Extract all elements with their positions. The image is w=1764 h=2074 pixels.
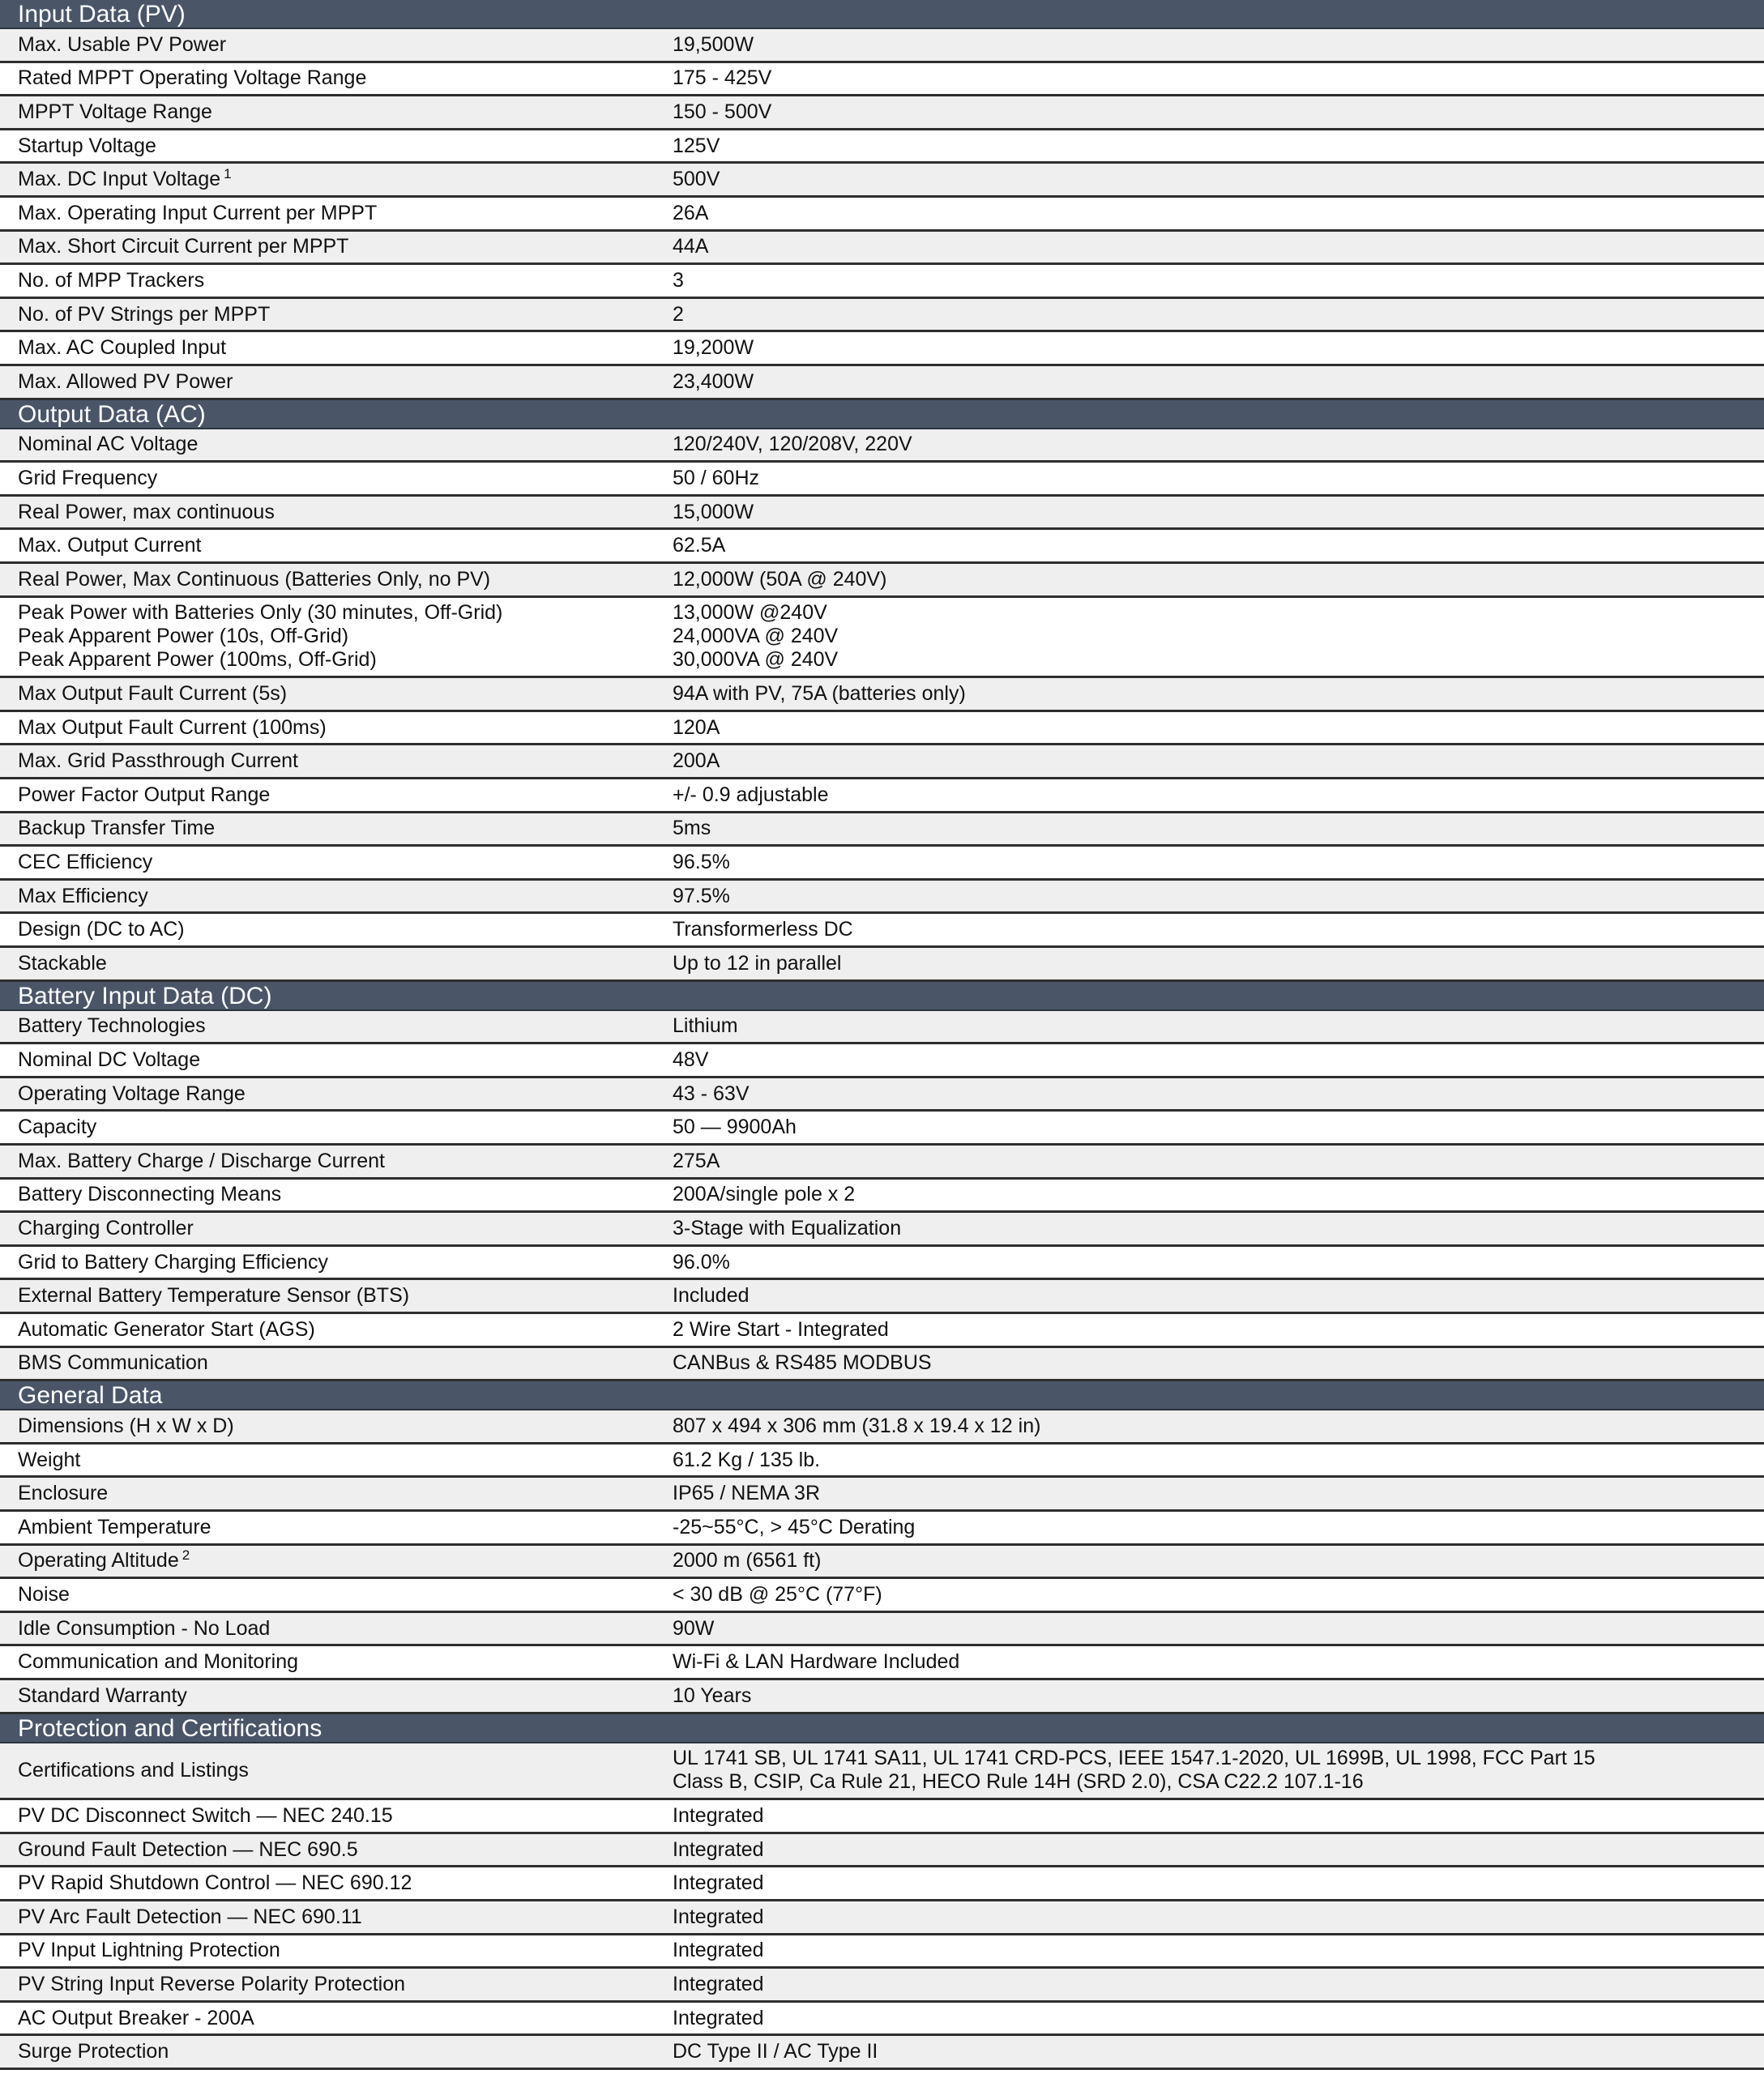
table-row <box>0 1410 1764 1445</box>
spec-value: 48V <box>673 1048 709 1071</box>
spec-label: Enclosure <box>18 1482 109 1505</box>
table-row <box>0 1314 1764 1348</box>
spec-value: Integrated <box>673 1803 764 1827</box>
spec-label: Max. Battery Charge / Discharge Current <box>18 1149 385 1172</box>
table-row <box>0 1180 1764 1214</box>
table-row <box>0 1901 1764 1935</box>
spec-label: PV String Input Reverse Polarity Protection <box>18 1972 406 1995</box>
table-row <box>0 1579 1764 1613</box>
table-row <box>0 1834 1764 1868</box>
spec-value: Integrated <box>673 2006 764 2029</box>
table-row <box>0 299 1764 333</box>
table-row <box>0 1348 1764 1382</box>
table-row <box>0 164 1764 198</box>
table-row <box>0 914 1764 948</box>
table-row <box>0 2036 1764 2070</box>
spec-value: 44A <box>673 235 709 258</box>
spec-label: Max. Output Current <box>18 534 202 557</box>
spec-label: Operating Voltage Range <box>18 1082 246 1105</box>
spec-value: 200A/single pole x 2 <box>673 1183 856 1206</box>
spec-value: DC Type II / AC Type II <box>673 2040 878 2063</box>
spec-label: Max. Grid Passthrough Current <box>18 749 298 773</box>
spec-value: 175 - 425V <box>673 66 772 90</box>
spec-label: Nominal AC Voltage <box>18 433 199 456</box>
spec-label: PV Input Lightning Protection <box>18 1939 280 1962</box>
spec-value: 61.2 Kg / 135 lb. <box>673 1448 821 1471</box>
spec-label: Max Output Fault Current (100ms) <box>18 715 327 739</box>
spec-value: 120/240V, 120/208V, 220V <box>673 433 912 456</box>
spec-label: Ground Fault Detection — NEC 690.5 <box>18 1837 358 1861</box>
table-row <box>0 1969 1764 2003</box>
table-row <box>0 198 1764 232</box>
table-row <box>0 564 1764 598</box>
table-row <box>0 779 1764 813</box>
spec-label: Max. DC Input Voltage $^1$ <box>18 165 232 191</box>
spec-label: Surge Protection <box>18 2040 169 2063</box>
spec-label: Standard Warranty <box>18 1684 187 1707</box>
table-row <box>0 497 1764 531</box>
spec-value: 19,500W <box>673 32 754 56</box>
spec-label: Grid Frequency <box>18 466 158 489</box>
spec-label: Real Power, Max Continuous (Batteries Only, no PV) <box>18 567 491 591</box>
table-row <box>0 1112 1764 1146</box>
spec-value: 15,000W <box>673 500 754 523</box>
spec-label: Stackable <box>18 951 107 975</box>
spec-value: 3 <box>673 268 684 292</box>
spec-value: Up to 12 in parallel <box>673 951 842 975</box>
spec-value: 26A <box>673 201 709 224</box>
spec-value: 19,200W <box>673 336 754 360</box>
spec-label: Max Efficiency <box>18 884 148 907</box>
spec-value: 500V <box>673 168 720 191</box>
spec-label: Idle Consumption - No Load <box>18 1616 271 1640</box>
spec-label: Design (DC to AC) <box>18 918 185 941</box>
spec-value: 50 / 60Hz <box>673 466 760 489</box>
spec-label: Operating Altitude $^2$ <box>18 1547 190 1573</box>
table-row <box>0 948 1764 982</box>
table-row <box>0 1478 1764 1512</box>
table-row <box>0 745 1764 779</box>
spec-label: Battery Disconnecting Means <box>18 1183 282 1206</box>
spec-value: Transformerless DC <box>673 918 853 941</box>
spec-value: 96.5% <box>673 850 730 873</box>
spec-label: Automatic Generator Start (AGS) <box>18 1317 315 1341</box>
spec-label: Max. Allowed PV Power <box>18 369 233 393</box>
spec-value: 125V <box>673 134 720 157</box>
spec-label: MPPT Voltage Range <box>18 100 212 123</box>
section-header: Output Data (AC) <box>0 400 1764 429</box>
spec-label: Max. Operating Input Current per MPPT <box>18 201 378 224</box>
table-row <box>0 29 1764 63</box>
spec-label: Max. AC Coupled Input <box>18 336 227 360</box>
spec-label: Certifications and Listings <box>18 1758 249 1782</box>
spec-label: Startup Voltage <box>18 134 156 157</box>
spec-label: Noise <box>18 1582 70 1606</box>
spec-label: Battery Technologies <box>18 1014 206 1038</box>
spec-value: Lithium <box>673 1014 738 1038</box>
spec-label: CEC Efficiency <box>18 850 153 873</box>
table-row <box>0 847 1764 881</box>
table-row <box>0 1445 1764 1479</box>
table-row <box>0 463 1764 497</box>
spec-value: Integrated <box>673 1905 764 1928</box>
spec-value: 10 Years <box>673 1684 752 1707</box>
spec-value: Integrated <box>673 1837 764 1861</box>
footnote-marker: 2 <box>182 1547 190 1564</box>
spec-value: 96.0% <box>673 1250 730 1274</box>
table-row <box>0 881 1764 915</box>
spec-label: Nominal DC Voltage <box>18 1048 201 1071</box>
spec-label: Rated MPPT Operating Voltage Range <box>18 66 367 90</box>
spec-label: Power Factor Output Range <box>18 783 271 806</box>
section-header: General Data <box>0 1381 1764 1410</box>
spec-value: 5ms <box>673 817 711 840</box>
table-row <box>0 1867 1764 1901</box>
table-row <box>0 1044 1764 1078</box>
spec-value: 43 - 63V <box>673 1082 750 1105</box>
spec-label: Charging Controller <box>18 1216 194 1240</box>
table-row <box>0 2003 1764 2037</box>
table-row <box>0 96 1764 130</box>
spec-value: Integrated <box>673 1871 764 1895</box>
spec-value: 13,000W @240V 24,000VA @ 240V 30,000VA @ 240V <box>673 601 839 672</box>
spec-value: Integrated <box>673 1939 764 1962</box>
section-header: Input Data (PV) <box>0 0 1764 29</box>
spec-value: 12,000W (50A @ 240V) <box>673 567 887 591</box>
spec-label: Max. Usable PV Power <box>18 32 227 56</box>
spec-value: 120A <box>673 715 720 739</box>
spec-label: No. of PV Strings per MPPT <box>18 302 271 326</box>
table-row <box>0 63 1764 97</box>
table-row <box>0 1680 1764 1714</box>
table-row <box>0 1011 1764 1045</box>
spec-value: 807 x 494 x 306 mm (31.8 x 19.4 x 12 in) <box>673 1414 1041 1437</box>
table-row <box>0 265 1764 299</box>
spec-value: UL 1741 SB, UL 1741 SA11, UL 1741 CRD-PCS, IEEE 1547.1-2020, UL 1699B, UL 1998, FCC Part 15 Class B, CSIP, Ca Rule 21, HECO Rule 14H (SRD 2.0), CSA C22.2 107.1-16 <box>673 1747 1595 1794</box>
table-row <box>0 1800 1764 1834</box>
spec-value: 275A <box>673 1149 720 1172</box>
spec-label: Ambient Temperature <box>18 1515 211 1538</box>
table-row <box>0 1512 1764 1546</box>
spec-value: IP65 / NEMA 3R <box>673 1482 821 1505</box>
spec-label: Weight <box>18 1448 81 1471</box>
spec-label: Max. Short Circuit Current per MPPT <box>18 235 349 258</box>
table-row <box>0 1213 1764 1247</box>
spec-value: Integrated <box>673 1972 764 1995</box>
table-row <box>0 678 1764 712</box>
table-row <box>0 366 1764 400</box>
section-header: Battery Input Data (DC) <box>0 982 1764 1011</box>
spec-label: Max Output Fault Current (5s) <box>18 681 288 705</box>
spec-label: PV Rapid Shutdown Control — NEC 690.12 <box>18 1871 412 1895</box>
table-row <box>0 1546 1764 1580</box>
spec-label: AC Output Breaker - 200A <box>18 2006 254 2029</box>
spec-label: Capacity <box>18 1116 97 1139</box>
table-row <box>0 1613 1764 1647</box>
table-row <box>0 530 1764 564</box>
spec-label: PV DC Disconnect Switch — NEC 240.15 <box>18 1803 393 1827</box>
spec-label: Peak Power with Batteries Only (30 minutes, Off-Grid) Peak Apparent Power (10s, Off-Grid) Peak Apparent Power (100ms, Off-Grid) <box>18 601 503 672</box>
spec-label: BMS Communication <box>18 1351 208 1375</box>
spec-label: External Battery Temperature Sensor (BTS) <box>18 1284 410 1308</box>
spec-label: Dimensions (H x W x D) <box>18 1414 234 1437</box>
spec-value: 2 <box>673 302 684 326</box>
spec-value: 23,400W <box>673 369 754 393</box>
table-row <box>0 1280 1764 1314</box>
spec-value: 2000 m (6561 ft) <box>673 1549 822 1573</box>
table-row <box>0 429 1764 463</box>
spec-value: 200A <box>673 749 720 773</box>
table-row <box>0 1646 1764 1680</box>
spec-value: 2 Wire Start - Integrated <box>673 1317 889 1341</box>
table-row <box>0 598 1764 679</box>
spec-value: < 30 dB @ 25°C (77°F) <box>673 1582 882 1606</box>
table-row <box>0 130 1764 164</box>
table-row <box>0 1247 1764 1281</box>
spec-label: No. of MPP Trackers <box>18 268 205 292</box>
table-row <box>0 813 1764 847</box>
spec-value: 90W <box>673 1616 715 1640</box>
spec-value: CANBus & RS485 MODBUS <box>673 1351 932 1375</box>
table-row <box>0 332 1764 366</box>
table-row <box>0 232 1764 266</box>
spec-label: Communication and Monitoring <box>18 1650 299 1674</box>
table-row <box>0 712 1764 746</box>
spec-value: Included <box>673 1284 750 1308</box>
spec-value: 94A with PV, 75A (batteries only) <box>673 681 966 705</box>
spec-label: PV Arc Fault Detection — NEC 690.11 <box>18 1905 362 1928</box>
spec-value: +/- 0.9 adjustable <box>673 783 829 806</box>
spec-label: Backup Transfer Time <box>18 817 216 840</box>
spec-value: 3-Stage with Equalization <box>673 1216 902 1240</box>
footnote-marker: 1 <box>224 165 232 181</box>
table-row <box>0 1935 1764 1969</box>
spec-value: 50 — 9900Ah <box>673 1116 797 1139</box>
section-header: Protection and Certifications <box>0 1714 1764 1743</box>
spec-label: Grid to Battery Charging Efficiency <box>18 1250 329 1274</box>
table-row <box>0 1743 1764 1801</box>
spec-value: Wi-Fi & LAN Hardware Included <box>673 1650 960 1674</box>
spec-value: 150 - 500V <box>673 100 772 123</box>
spec-value: 62.5A <box>673 534 726 557</box>
spec-label: Real Power, max continuous <box>18 500 275 523</box>
table-row <box>0 1146 1764 1180</box>
spec-value: 97.5% <box>673 884 730 907</box>
spec-value: -25~55°C, > 45°C Derating <box>673 1515 916 1538</box>
table-row <box>0 1078 1764 1112</box>
